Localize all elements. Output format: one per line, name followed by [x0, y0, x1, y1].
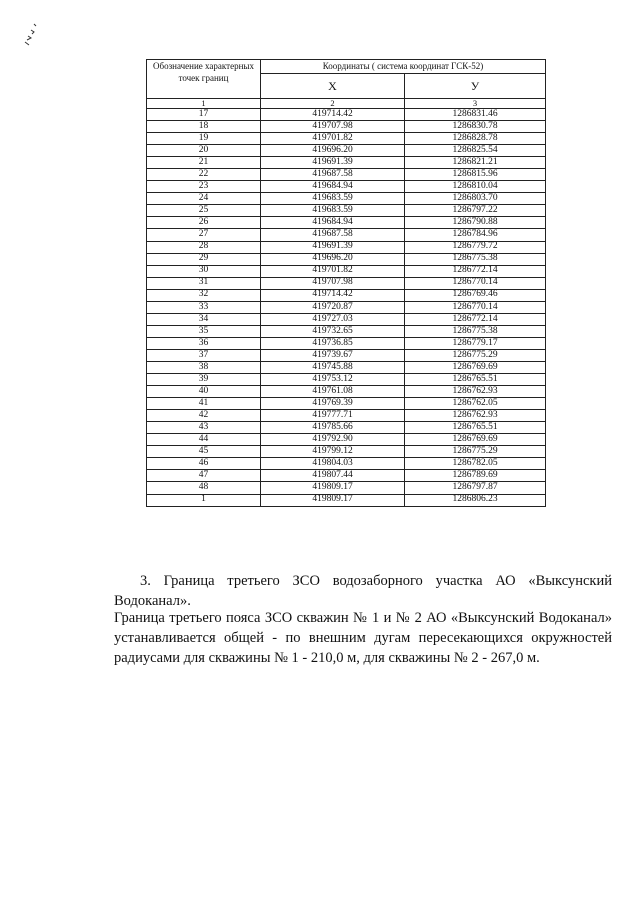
table-row: [147, 470, 546, 482]
y-coordinate-cell: 1286775.29: [405, 349, 546, 361]
y-coordinate-cell: 1286762.93: [405, 410, 546, 422]
x-coordinate-cell: 419707.98: [261, 277, 405, 289]
y-coordinate-cell: 1286769.69: [405, 434, 546, 446]
table-row: [147, 277, 546, 289]
x-coordinate-cell: 419753.12: [261, 374, 405, 386]
x-column-header: X: [261, 74, 405, 99]
y-coordinate-cell: 1286806.23: [405, 494, 546, 506]
x-coordinate-cell: 419683.59: [261, 193, 405, 205]
y-coordinate-cell: 1286789.69: [405, 470, 546, 482]
y-coordinate-cell: 1286830.78: [405, 121, 546, 133]
table-row: [147, 337, 546, 349]
point-designation-header: Обозначение характерных точек границ: [147, 60, 261, 99]
y-coordinate-cell: 1286775.29: [405, 446, 546, 458]
point-number-cell: 25: [147, 205, 261, 217]
point-number-cell: 20: [147, 145, 261, 157]
table-row: [147, 386, 546, 398]
y-coordinate-cell: 1286769.46: [405, 289, 546, 301]
y-coordinate-cell: 1286772.14: [405, 265, 546, 277]
x-coordinate-cell: 419720.87: [261, 301, 405, 313]
column-number-1: 1: [147, 99, 261, 109]
section-heading: 3. Граница третьего ЗСО водозаборного участка АО «Выксунский Водоканал».: [114, 573, 612, 609]
y-coordinate-cell: 1286815.96: [405, 169, 546, 181]
table-row: [147, 145, 546, 157]
x-coordinate-cell: 419736.85: [261, 337, 405, 349]
coordinates-system-header: Координаты ( система координат ГСК-52): [261, 60, 546, 74]
table-row: [147, 313, 546, 325]
point-number-cell: 17: [147, 109, 261, 121]
point-number-cell: 29: [147, 253, 261, 265]
x-coordinate-cell: 419792.90: [261, 434, 405, 446]
table-row: [147, 109, 546, 121]
point-number-cell: 42: [147, 410, 261, 422]
x-coordinate-cell: 419769.39: [261, 398, 405, 410]
y-coordinate-cell: 1286803.70: [405, 193, 546, 205]
column-number-3: 3: [405, 99, 546, 109]
coordinates-table-body: [147, 109, 546, 507]
table-row: [147, 446, 546, 458]
point-number-cell: 38: [147, 361, 261, 373]
table-row: [147, 349, 546, 361]
y-coordinate-cell: 1286762.93: [405, 386, 546, 398]
x-coordinate-cell: 419707.98: [261, 121, 405, 133]
x-coordinate-cell: 419691.39: [261, 157, 405, 169]
table-row: [147, 193, 546, 205]
point-number-cell: 36: [147, 337, 261, 349]
point-number-cell: 40: [147, 386, 261, 398]
x-coordinate-cell: 419809.17: [261, 482, 405, 494]
point-number-cell: 33: [147, 301, 261, 313]
x-coordinate-cell: 419714.42: [261, 109, 405, 121]
section-body-text: Граница третьего пояса ЗСО скважин № 1 и № 2 АО «Выксунский Водоканал» устанавливается общей - по внешним дугам пересекающихся окружностей радиусами для скважины № 1 - 210,0 м, для скважины № 2 - 267,0 м.: [114, 610, 612, 666]
point-number-cell: 41: [147, 398, 261, 410]
table-row: [147, 422, 546, 434]
table-row: [147, 374, 546, 386]
y-coordinate-cell: 1286779.17: [405, 337, 546, 349]
point-number-cell: 44: [147, 434, 261, 446]
x-coordinate-cell: 419761.08: [261, 386, 405, 398]
x-coordinate-cell: 419807.44: [261, 470, 405, 482]
point-number-cell: 22: [147, 169, 261, 181]
x-coordinate-cell: 419687.58: [261, 229, 405, 241]
table-row: [147, 361, 546, 373]
x-coordinate-cell: 419745.88: [261, 361, 405, 373]
table-row: [147, 325, 546, 337]
y-coordinate-cell: 1286782.05: [405, 458, 546, 470]
y-coordinate-cell: 1286765.51: [405, 374, 546, 386]
y-coordinate-cell: 1286770.14: [405, 301, 546, 313]
y-coordinate-cell: 1286831.46: [405, 109, 546, 121]
x-coordinate-cell: 419714.42: [261, 289, 405, 301]
x-coordinate-cell: 419683.59: [261, 205, 405, 217]
point-number-cell: 39: [147, 374, 261, 386]
x-coordinate-cell: 419691.39: [261, 241, 405, 253]
point-number-cell: 18: [147, 121, 261, 133]
table-row: [147, 169, 546, 181]
y-coordinate-cell: 1286810.04: [405, 181, 546, 193]
point-number-cell: 35: [147, 325, 261, 337]
point-number-cell: 43: [147, 422, 261, 434]
x-coordinate-cell: 419785.66: [261, 422, 405, 434]
table-row: [147, 157, 546, 169]
table-row: [147, 265, 546, 277]
coordinates-table: [146, 59, 546, 507]
x-coordinate-cell: 419701.82: [261, 265, 405, 277]
table-row: [147, 229, 546, 241]
x-coordinate-cell: 419777.71: [261, 410, 405, 422]
table-row: [147, 482, 546, 494]
y-coordinate-cell: 1286765.51: [405, 422, 546, 434]
scan-artifact-icon: [22, 22, 40, 48]
y-coordinate-cell: 1286775.38: [405, 253, 546, 265]
point-number-cell: 24: [147, 193, 261, 205]
y-coordinate-cell: 1286779.72: [405, 241, 546, 253]
table-row: [147, 434, 546, 446]
table-row: [147, 458, 546, 470]
table-row: [147, 181, 546, 193]
point-number-cell: 19: [147, 133, 261, 145]
x-coordinate-cell: 419732.65: [261, 325, 405, 337]
y-coordinate-cell: 1286790.88: [405, 217, 546, 229]
point-number-cell: 48: [147, 482, 261, 494]
point-number-cell: 32: [147, 289, 261, 301]
point-number-cell: 1: [147, 494, 261, 506]
table-row: [147, 494, 546, 506]
point-number-cell: 26: [147, 217, 261, 229]
x-coordinate-cell: 419804.03: [261, 458, 405, 470]
table-row: [147, 410, 546, 422]
point-number-cell: 23: [147, 181, 261, 193]
y-column-header: У: [405, 74, 546, 99]
y-coordinate-cell: 1286775.38: [405, 325, 546, 337]
x-coordinate-cell: 419809.17: [261, 494, 405, 506]
point-number-cell: 47: [147, 470, 261, 482]
y-coordinate-cell: 1286784.96: [405, 229, 546, 241]
table-row: [147, 121, 546, 133]
point-number-cell: 31: [147, 277, 261, 289]
column-number-2: 2: [261, 99, 405, 109]
y-coordinate-cell: 1286797.87: [405, 482, 546, 494]
y-coordinate-cell: 1286762.05: [405, 398, 546, 410]
x-coordinate-cell: 419684.94: [261, 181, 405, 193]
table-row: [147, 398, 546, 410]
point-number-cell: 46: [147, 458, 261, 470]
y-coordinate-cell: 1286821.21: [405, 157, 546, 169]
point-number-cell: 21: [147, 157, 261, 169]
y-coordinate-cell: 1286769.69: [405, 361, 546, 373]
point-number-cell: 45: [147, 446, 261, 458]
x-coordinate-cell: 419727.03: [261, 313, 405, 325]
x-coordinate-cell: 419696.20: [261, 145, 405, 157]
table-row: [147, 289, 546, 301]
y-coordinate-cell: 1286772.14: [405, 313, 546, 325]
x-coordinate-cell: 419799.12: [261, 446, 405, 458]
table-row: [147, 253, 546, 265]
x-coordinate-cell: 419684.94: [261, 217, 405, 229]
point-number-cell: 34: [147, 313, 261, 325]
table-row: [147, 217, 546, 229]
table-row: [147, 301, 546, 313]
y-coordinate-cell: 1286828.78: [405, 133, 546, 145]
table-row: [147, 241, 546, 253]
x-coordinate-cell: 419696.20: [261, 253, 405, 265]
x-coordinate-cell: 419701.82: [261, 133, 405, 145]
y-coordinate-cell: 1286825.54: [405, 145, 546, 157]
table-row: [147, 205, 546, 217]
y-coordinate-cell: 1286770.14: [405, 277, 546, 289]
y-coordinate-cell: 1286797.22: [405, 205, 546, 217]
point-number-cell: 30: [147, 265, 261, 277]
x-coordinate-cell: 419687.58: [261, 169, 405, 181]
point-number-cell: 27: [147, 229, 261, 241]
x-coordinate-cell: 419739.67: [261, 349, 405, 361]
point-number-cell: 28: [147, 241, 261, 253]
point-number-cell: 37: [147, 349, 261, 361]
table-row: [147, 133, 546, 145]
